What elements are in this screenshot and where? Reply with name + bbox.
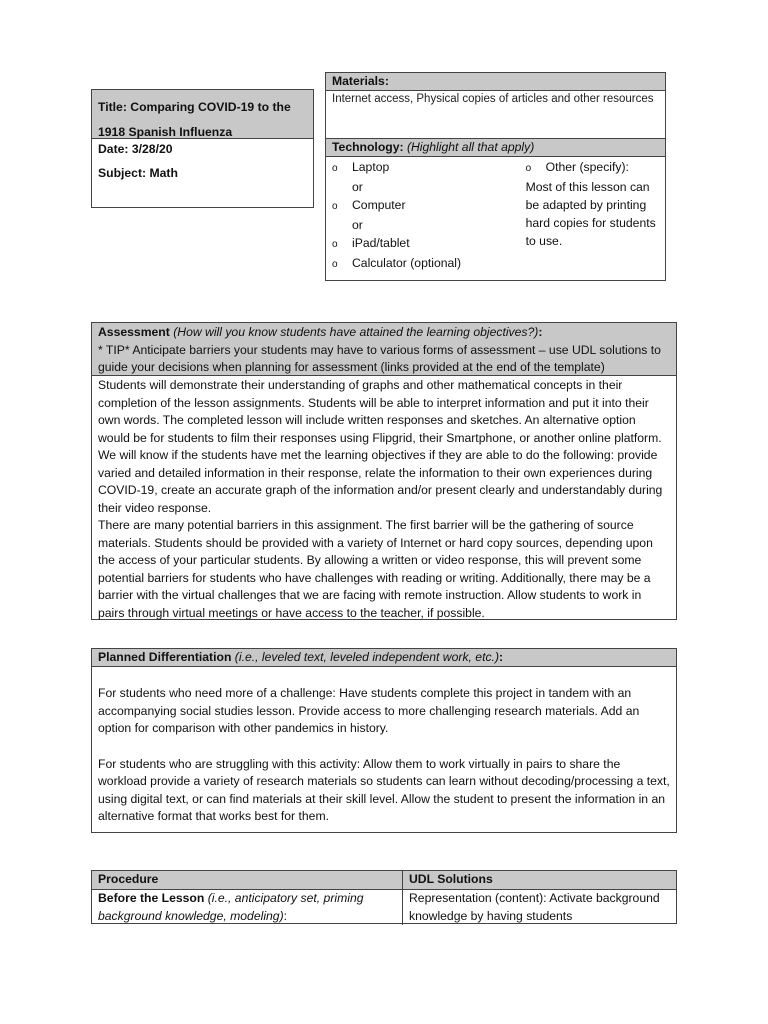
assessment-paragraph: There are many potential barriers in this assignment. The first barrier will be the gathering of source materials. Students should be provided with a variety of Internet or hard copy sources, depending upon the access of your particular students. By allowing a written or video response, this will prevent some potential barriers for students who have challenges with reading or writing. Additionally, there may be a barrier with the virtual challenges that we are facing with remote instruction. Allow students to work in pairs through virtual meetings or have access to the teacher, if possible. <box>98 518 653 620</box>
differentiation-header: Planned Differentiation (i.e., leveled text, leveled independent work, etc.): <box>92 649 676 667</box>
before-lesson-label: Before the Lesson <box>98 891 205 905</box>
differentiation-label: Planned Differentiation <box>98 650 232 664</box>
table-row <box>92 890 676 925</box>
technology-label: Technology: <box>332 140 404 154</box>
differentiation-block <box>91 648 677 833</box>
lesson-date: Date: 3/28/20 <box>98 142 173 156</box>
tech-item-computer: o Computer <box>332 196 526 216</box>
technology-options <box>326 157 665 275</box>
bullet-icon: o <box>525 163 532 174</box>
tech-item-laptop: o Laptop <box>332 158 526 178</box>
procedure-header-row <box>92 871 676 890</box>
procedure-column-header: Procedure <box>92 871 403 889</box>
tech-item-ipad: o iPad/tablet <box>332 234 526 254</box>
procedure-table <box>91 870 677 924</box>
differentiation-paragraph: For students who are struggling with this activity: Allow them to work virtually in pairs to share the workload provide a variety of research materials so students can learn without decoding/processing a text, using digital text, or can find materials at their skill level. Allow the student to present the information in an alternative format that works best for them. <box>98 756 670 823</box>
udl-column-header: UDL Solutions <box>409 872 493 886</box>
bullet-icon: o <box>332 163 338 174</box>
tech-other-text: Most of this lesson can be adapted by printing hard copies for students to use. <box>525 180 656 248</box>
bullet-icon: o <box>332 259 338 270</box>
tech-item-calculator: o Calculator (optional) <box>332 254 526 274</box>
differentiation-hint: (i.e., leveled text, leveled independent work, etc.) <box>234 650 500 664</box>
tech-or: or <box>352 218 363 232</box>
assessment-header: Assessment (How will you know students have attained the learning objectives?): * TIP* Anticipate barriers your students may have to various forms of assessment – use UDL solutions to guide your decisions when planning for assessment (links provided at the end of the template) <box>92 323 676 376</box>
title-block <box>91 89 314 208</box>
assessment-label: Assessment <box>98 325 170 339</box>
bullet-icon: o <box>332 239 338 250</box>
materials-block <box>325 72 666 281</box>
assessment-question: (How will you know students have attained the learning objectives?) <box>173 325 539 339</box>
bullet-icon: o <box>332 201 338 212</box>
tech-or: or <box>352 180 363 194</box>
tech-item-other: o Other (specify): <box>526 158 659 178</box>
before-lesson-cell: Before the Lesson (i.e., anticipatory set, priming background knowledge, modeling): <box>92 890 403 925</box>
assessment-block <box>91 322 677 620</box>
technology-header <box>326 139 665 157</box>
materials-header: Materials: <box>326 73 665 91</box>
technology-hint: (Highlight all that apply) <box>406 140 535 154</box>
materials-text: Internet access, Physical copies of articles and other resources <box>326 91 665 139</box>
udl-solution-cell: Representation (content): Activate background knowledge by having students <box>409 891 660 923</box>
lesson-title: Title: Comparing COVID-19 to the 1918 Spanish Influenza <box>92 90 313 139</box>
differentiation-paragraph: For students who need more of a challenge: Have students complete this project in tandem with an accompanying social studies lesson. Provide access to more challenging research materials. Add an option for comparison with other pandemics in history. <box>98 686 640 735</box>
assessment-tip: * TIP* Anticipate barriers your students may have to various forms of assessment – use UDL solutions to guide your decisions when planning for assessment (links provided at the end of the template) <box>98 342 661 374</box>
lesson-subject: Subject: Math <box>98 166 178 180</box>
before-lesson-hint: (i.e., anticipatory set, priming background knowledge, modeling) <box>98 891 364 923</box>
assessment-paragraph: Students will demonstrate their understanding of graphs and other mathematical concepts in their completion of the lesson assignments. Students will be able to interpret information and put it into their own words. The completed lesson will include written responses and sketches. An alternative option would be for students to film their responses using Flipgrid, their Smartphone, or another online platform. We will know if the students have met the learning objectives if they are able to do the following: provide varied and detailed information in their response, relate the information to their own experiences during COVID-19, create an accurate graph of the information and/or present clearly and understandably during their video response. <box>98 378 663 515</box>
